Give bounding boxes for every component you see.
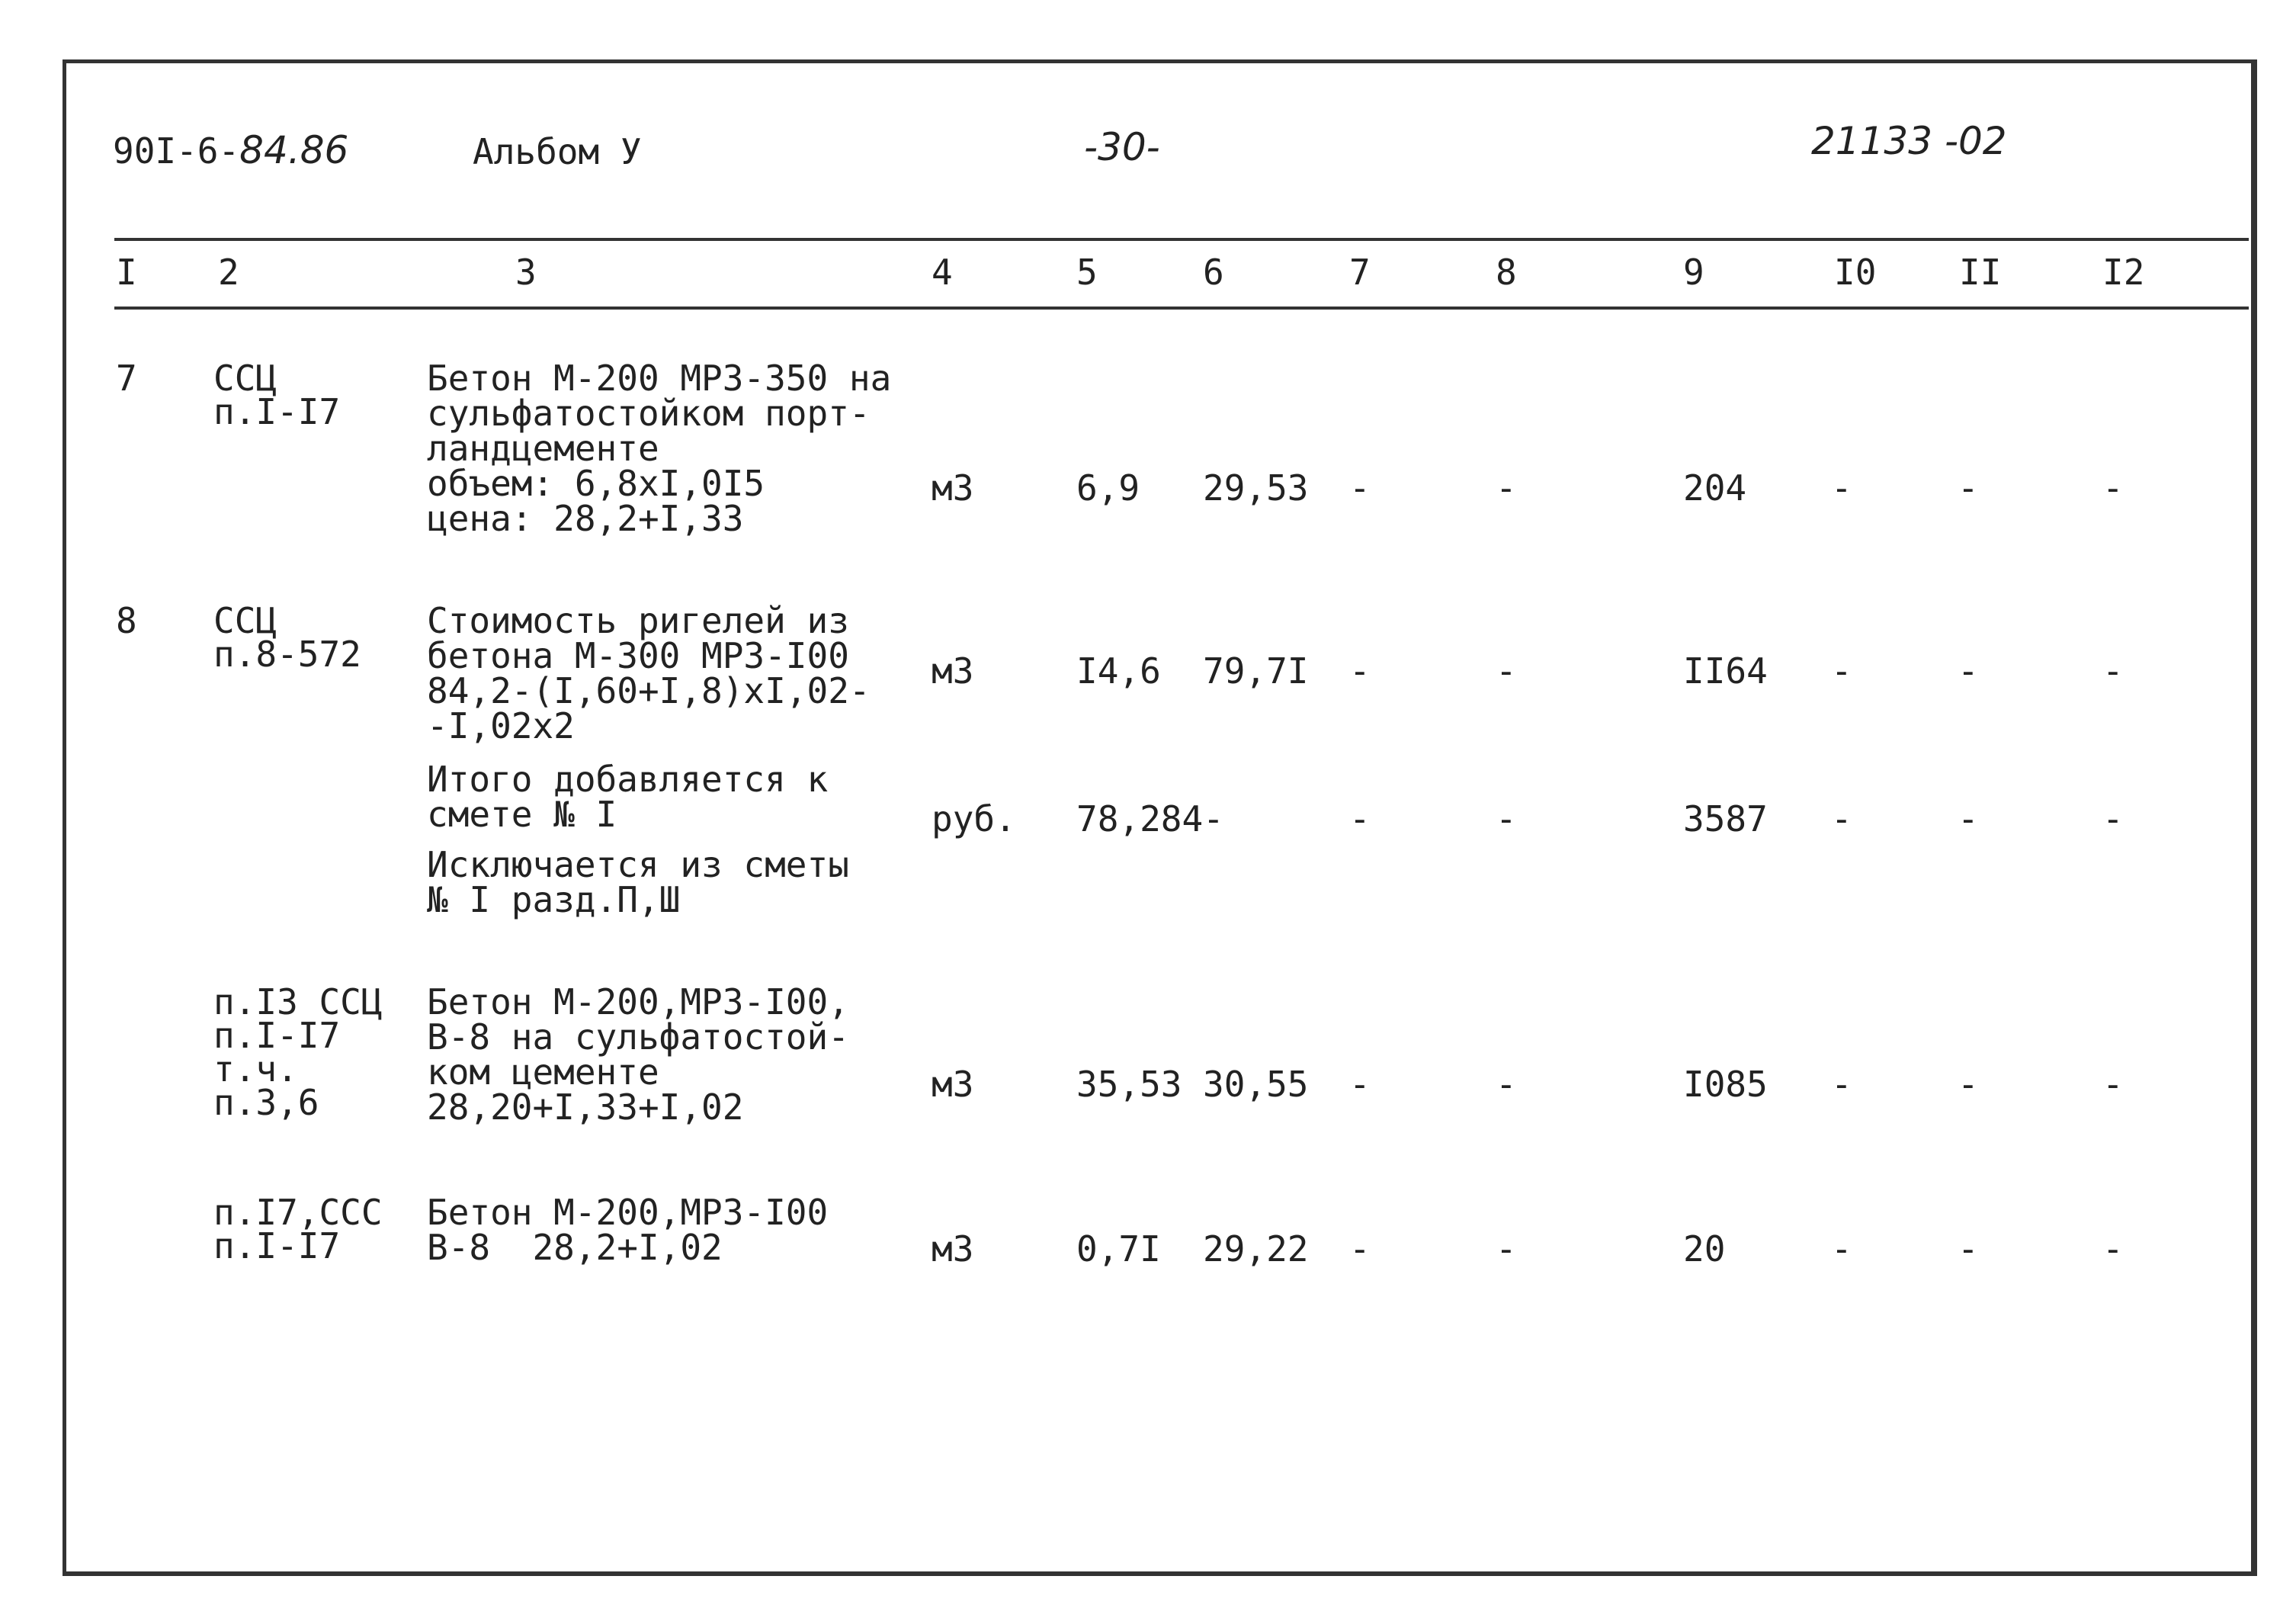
column-number: I0: [1834, 252, 1877, 293]
description-line: 28,20+I,33+I,02: [427, 1087, 744, 1128]
column-number: 3: [515, 252, 537, 293]
reference-line: п.I3 ССЦ: [213, 981, 383, 1022]
value-cell-11: -: [1958, 798, 1979, 839]
column-number: I2: [2102, 252, 2145, 293]
reference-line: т.ч.: [213, 1048, 298, 1090]
description-line: ком цементе: [427, 1051, 659, 1093]
value-cell-7: -: [1349, 798, 1371, 839]
value-cell-8: -: [1496, 798, 1517, 839]
description-line: В-8 28,2+I,02: [427, 1227, 723, 1268]
description-line: 84,2-(I,60+I,8)хI,02-: [427, 670, 871, 711]
value-cell-7: -: [1349, 1064, 1371, 1105]
unit-cell: руб.: [932, 798, 1016, 839]
value-cell-5: I4,6: [1076, 650, 1161, 692]
description-line: Стоимость ригелей из: [427, 600, 849, 641]
description-line: ландцементе: [427, 428, 659, 469]
page-number: -30-: [1084, 125, 1160, 169]
document-code-printed: 90I-6-: [113, 130, 240, 172]
description-line: -I,02х2: [427, 705, 575, 746]
value-cell-12: -: [2102, 1064, 2124, 1105]
value-cell-7: -: [1349, 1228, 1371, 1270]
value-cell-6: 30,55: [1203, 1064, 1309, 1105]
value-cell-10: -: [1831, 650, 1852, 692]
value-cell-8: -: [1496, 1064, 1517, 1105]
value-cell-12: -: [2102, 467, 2124, 509]
value-cell-9: II64: [1683, 650, 1768, 692]
value-cell-10: -: [1831, 1228, 1852, 1270]
column-number: 2: [218, 252, 239, 293]
value-cell-10: -: [1831, 1064, 1852, 1105]
document-code: [113, 128, 348, 172]
value-cell-10: -: [1831, 798, 1852, 839]
unit-cell: м3: [932, 1228, 974, 1270]
description-line: № I разд.П,Ш: [427, 879, 681, 920]
description-line: Бетон М-200,МР3-I00,: [427, 981, 849, 1022]
reference-line: п.I-I7: [213, 1015, 341, 1056]
description-line: сульфатостойком порт-: [427, 393, 871, 434]
header-top-rule: [114, 238, 2249, 241]
unit-cell: м3: [932, 650, 974, 692]
description-line: смете № I: [427, 794, 617, 835]
reference-line: ССЦ: [213, 358, 277, 399]
value-cell-6: -: [1203, 798, 1224, 839]
reference-line: п.I-I7: [213, 1225, 341, 1266]
row-number: 7: [116, 358, 137, 399]
column-number: I: [116, 252, 137, 293]
column-number: II: [1959, 252, 2002, 293]
value-cell-9: 204: [1683, 467, 1747, 509]
value-cell-11: -: [1958, 1228, 1979, 1270]
reference-line: п.I7,ССС: [213, 1192, 383, 1233]
description-line: Исключается из сметы: [427, 844, 849, 885]
header-bottom-rule: [114, 307, 2249, 310]
column-number: 5: [1076, 252, 1098, 293]
value-cell-9: I085: [1683, 1064, 1768, 1105]
value-cell-12: -: [2102, 1228, 2124, 1270]
value-cell-11: -: [1958, 1064, 1979, 1105]
description-line: цена: 28,2+I,33: [427, 498, 744, 539]
value-cell-8: -: [1496, 467, 1517, 509]
value-cell-5: 78,284: [1076, 798, 1204, 839]
unit-cell: м3: [932, 1064, 974, 1105]
reference-line: ССЦ: [213, 600, 277, 641]
album-label: Альбом У: [473, 131, 642, 172]
value-cell-5: 6,9: [1076, 467, 1140, 509]
unit-cell: м3: [932, 467, 974, 509]
column-number: 4: [932, 252, 953, 293]
reference-line: п.I-I7: [213, 391, 341, 432]
value-cell-9: 3587: [1683, 798, 1768, 839]
row-number: 8: [116, 600, 137, 641]
value-cell-11: -: [1958, 467, 1979, 509]
value-cell-8: -: [1496, 650, 1517, 692]
value-cell-11: -: [1958, 650, 1979, 692]
column-number: 9: [1683, 252, 1704, 293]
value-cell-10: -: [1831, 467, 1852, 509]
value-cell-12: -: [2102, 798, 2124, 839]
value-cell-6: 29,22: [1203, 1228, 1309, 1270]
value-cell-8: -: [1496, 1228, 1517, 1270]
value-cell-9: 20: [1683, 1228, 1726, 1270]
value-cell-7: -: [1349, 467, 1371, 509]
column-number: 8: [1496, 252, 1517, 293]
reference-line: п.3,6: [213, 1082, 319, 1123]
column-number: 6: [1203, 252, 1224, 293]
reference-line: п.8-572: [213, 634, 361, 675]
document-code-handwritten: 84.86: [239, 128, 349, 172]
value-cell-6: 29,53: [1203, 467, 1309, 509]
description-line: Бетон М-200 МР3-350 на: [427, 358, 892, 399]
document-number: 21133 -02: [1811, 119, 2007, 163]
value-cell-6: 79,7I: [1203, 650, 1309, 692]
value-cell-5: 35,53: [1076, 1064, 1182, 1105]
value-cell-5: 0,7I: [1076, 1228, 1161, 1270]
value-cell-12: -: [2102, 650, 2124, 692]
value-cell-7: -: [1349, 650, 1371, 692]
description-line: Бетон М-200,МР3-I00: [427, 1192, 829, 1233]
description-line: В-8 на сульфатостой-: [427, 1016, 849, 1058]
description-line: объем: 6,8хI,0I5: [427, 463, 765, 504]
column-number: 7: [1349, 252, 1371, 293]
description-line: Итого добавляется к: [427, 759, 829, 800]
description-line: бетона М-300 МР3-I00: [427, 635, 849, 676]
